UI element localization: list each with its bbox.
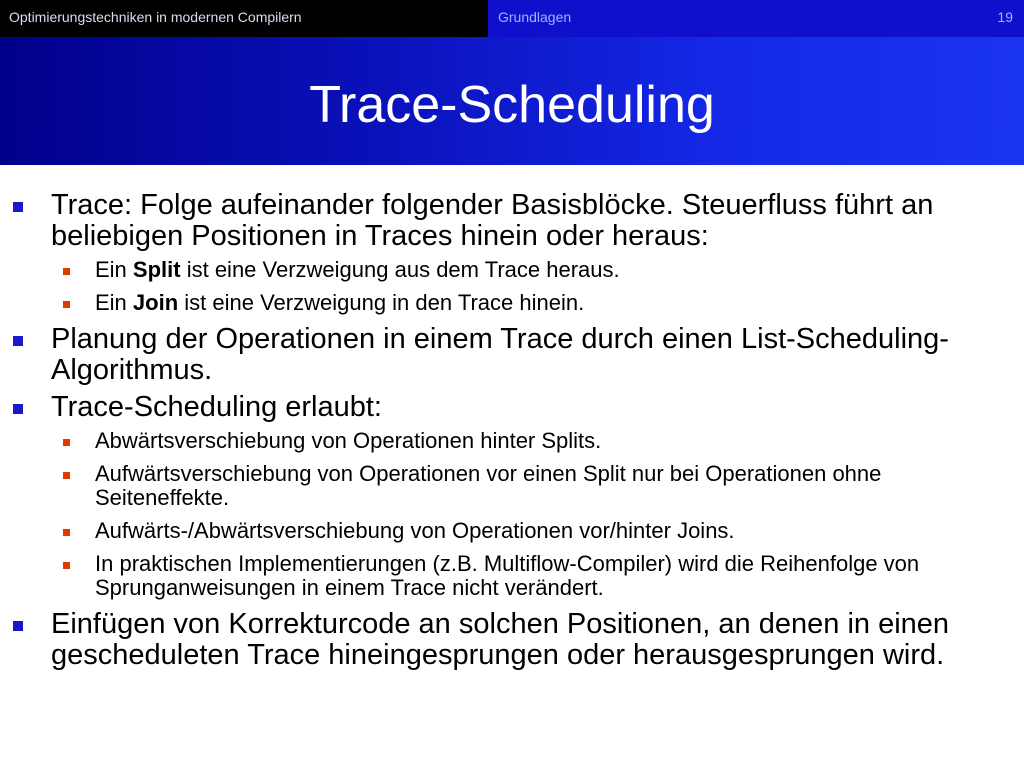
sub-bullet-suffix: ist eine Verzweigung aus dem Trace heraus. xyxy=(180,257,620,282)
sub-bullet-prefix: Ein xyxy=(95,257,133,282)
page-number: 19 xyxy=(997,9,1013,25)
bullet-text: Trace: Folge aufeinander folgender Basisblöcke. Steuerfluss führt an beliebigen Positionen in Traces hinein oder heraus: xyxy=(51,189,934,252)
bullet-list-scheduling xyxy=(0,324,1024,386)
course-title: Optimierungstechniken in modernen Compilern xyxy=(0,0,488,37)
header-strip xyxy=(0,0,1024,37)
square-bullet-icon xyxy=(13,404,23,414)
bullet-trace-scheduling-allows xyxy=(0,392,1024,423)
title-band xyxy=(0,37,1024,165)
sub-bullet-upward xyxy=(0,462,1024,510)
bullet-correction-code xyxy=(0,609,1024,671)
small-square-bullet-icon xyxy=(63,301,70,308)
bullet-text: Einfügen von Korrekturcode an solchen Positionen, an denen in einen gescheduleten Trace hineingesprungen oder herausgesprungen wird. xyxy=(51,608,950,671)
sub-bullet-suffix: ist eine Verzweigung in den Trace hinein. xyxy=(178,290,585,315)
sub-bullet-text: Aufwärtsverschiebung von Operationen vor einen Split nur bei Operationen ohne Seiteneffekte. xyxy=(95,461,882,510)
term-join: Join xyxy=(132,290,179,315)
sub-bullet-split xyxy=(0,258,1024,282)
small-square-bullet-icon xyxy=(63,472,70,479)
square-bullet-icon xyxy=(13,621,23,631)
sub-bullet-implementations xyxy=(0,552,1024,600)
bullet-text: Planung der Operationen in einem Trace durch einen List-Scheduling-Algorithmus. xyxy=(51,323,949,386)
small-square-bullet-icon xyxy=(63,439,70,446)
sub-bullet-text: In praktischen Implementierungen (z.B. Multiflow-Compiler) wird die Reihenfolge von Sprunganweisungen in einem Trace nicht verändert. xyxy=(95,551,920,600)
sub-bullet-downward xyxy=(0,429,1024,453)
section-bar xyxy=(488,0,1024,37)
sub-bullet-prefix: Ein xyxy=(95,290,133,315)
square-bullet-icon xyxy=(13,336,23,346)
small-square-bullet-icon xyxy=(63,529,70,536)
small-square-bullet-icon xyxy=(63,268,70,275)
term-split: Split xyxy=(132,257,181,282)
sub-bullet-text: Abwärtsverschiebung von Operationen hinter Splits. xyxy=(95,428,602,453)
small-square-bullet-icon xyxy=(63,562,70,569)
sub-bullet-text: Aufwärts-/Abwärtsverschiebung von Operationen vor/hinter Joins. xyxy=(95,518,735,543)
sub-bullet-joins xyxy=(0,519,1024,543)
bullet-text: Trace-Scheduling erlaubt: xyxy=(51,391,382,423)
content-area xyxy=(0,190,1024,677)
square-bullet-icon xyxy=(13,202,23,212)
sub-bullet-join xyxy=(0,291,1024,315)
bullet-trace-definition xyxy=(0,190,1024,252)
section-title: Grundlagen xyxy=(498,9,572,25)
slide-title: Trace-Scheduling xyxy=(309,76,715,134)
